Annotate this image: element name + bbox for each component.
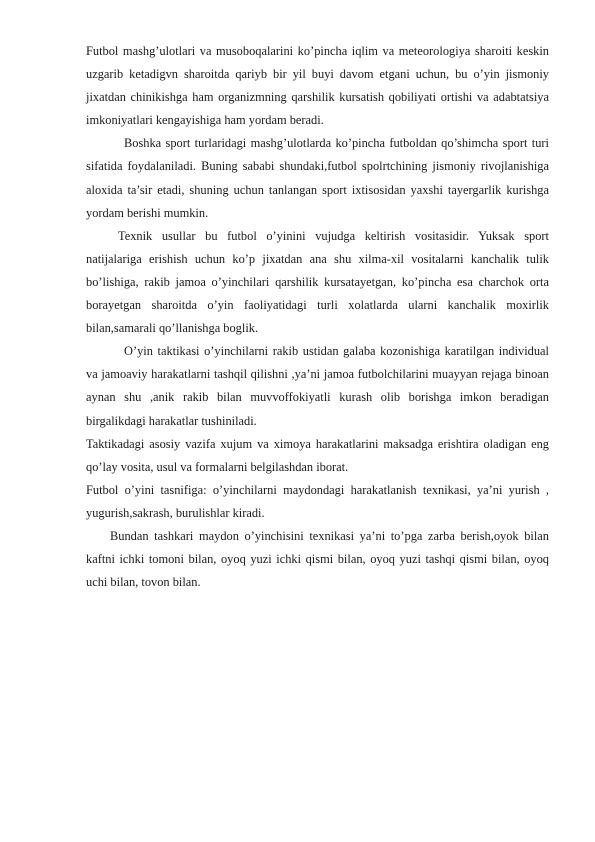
- paragraph-game-tactics: O’yin taktikasi o’yinchilarni rakib ustidan galaba kozonishiga karatilgan individual va jamoaviy harakatlarni tashqil qilishni ,ya’ni jamoa futbolchilarini muayyan rejaga binoan aynan shu ,anik rakib bilan muvvoffokiyatli kurash olib borishga imkon beradigan birgalikdagi harakatlar tushiniladi.: [86, 344, 549, 428]
- paragraph-tactics-main-task: Taktikadagi asosiy vazifa xujum va ximoya harakatlarini maksadga erishtira oladigan eng qo’lay vosita, usul va formalarni belgilashdan iborat.: [86, 436, 549, 474]
- paragraph-field-player-technique: Bundan tashkari maydon o’yinchisini texnikasi ya’ni to’pga zarba berish,oyok bilan kaftni ichki tomoni bilan, oyoq yuzi ichki qismi bilan, oyoq yuzi tashqi qismi bilan, oyoq uchi bilan, tovon bilan.: [86, 528, 549, 590]
- paragraph-football-training-climate: Futbol mashg’ulotlari va musoboqalarini ko’pincha iqlim va meteorologiya sharoiti keskin uzgarib ketadigvn sharoitda qariyb bir yil buyi davom etgani uchun, bu o’yin jismoniy jixatdan chinikishga ham organizmning qarshilik kursatish qobiliyati ortishi va adabtatsiya imkoniyatlari kengayishiga ham yordam beradi.: [86, 44, 549, 128]
- document-body: [86, 40, 549, 594]
- paragraph-game-classification: Futbol o’yini tasnifiga: o’yinchilarni maydondagi harakatlanish texnikasi, ya’ni yurish , yugurish,sakrash, burulishlar kiradi.: [86, 482, 549, 520]
- paragraph-technical-skills: Texnik usullar bu futbol o’yinini vujudga keltirish vositasidir. Yuksak sport natijalariga erishish uchun ko’p jixatdan ana shu xilma-xil vositalarni kanchalik tulik bo’lishiga, rakib jamoa o’yinchilari qarshilik kursatayetgan, ko’pincha esa charchok orta borayetgan sharoitda o’yin faoliyatidagi turli xolatlarda ularni kanchalik moxirlik bilan,samarali qo’llanishga boglik.: [86, 228, 549, 336]
- paragraph-football-as-auxiliary-sport: Boshka sport turlaridagi mashg’ulotlarda ko’pincha futboldan qo’shimcha sport turi sifatida foydalaniladi. Buning sababi shundaki,futbol spolrtchining jismoniy rivojlanishiga aloxida ta’sir etadi, shuning uchun tanlangan sport ixtisosidan yaxshi tayergarlik kurishga yordam berishi mumkin.: [86, 136, 549, 220]
